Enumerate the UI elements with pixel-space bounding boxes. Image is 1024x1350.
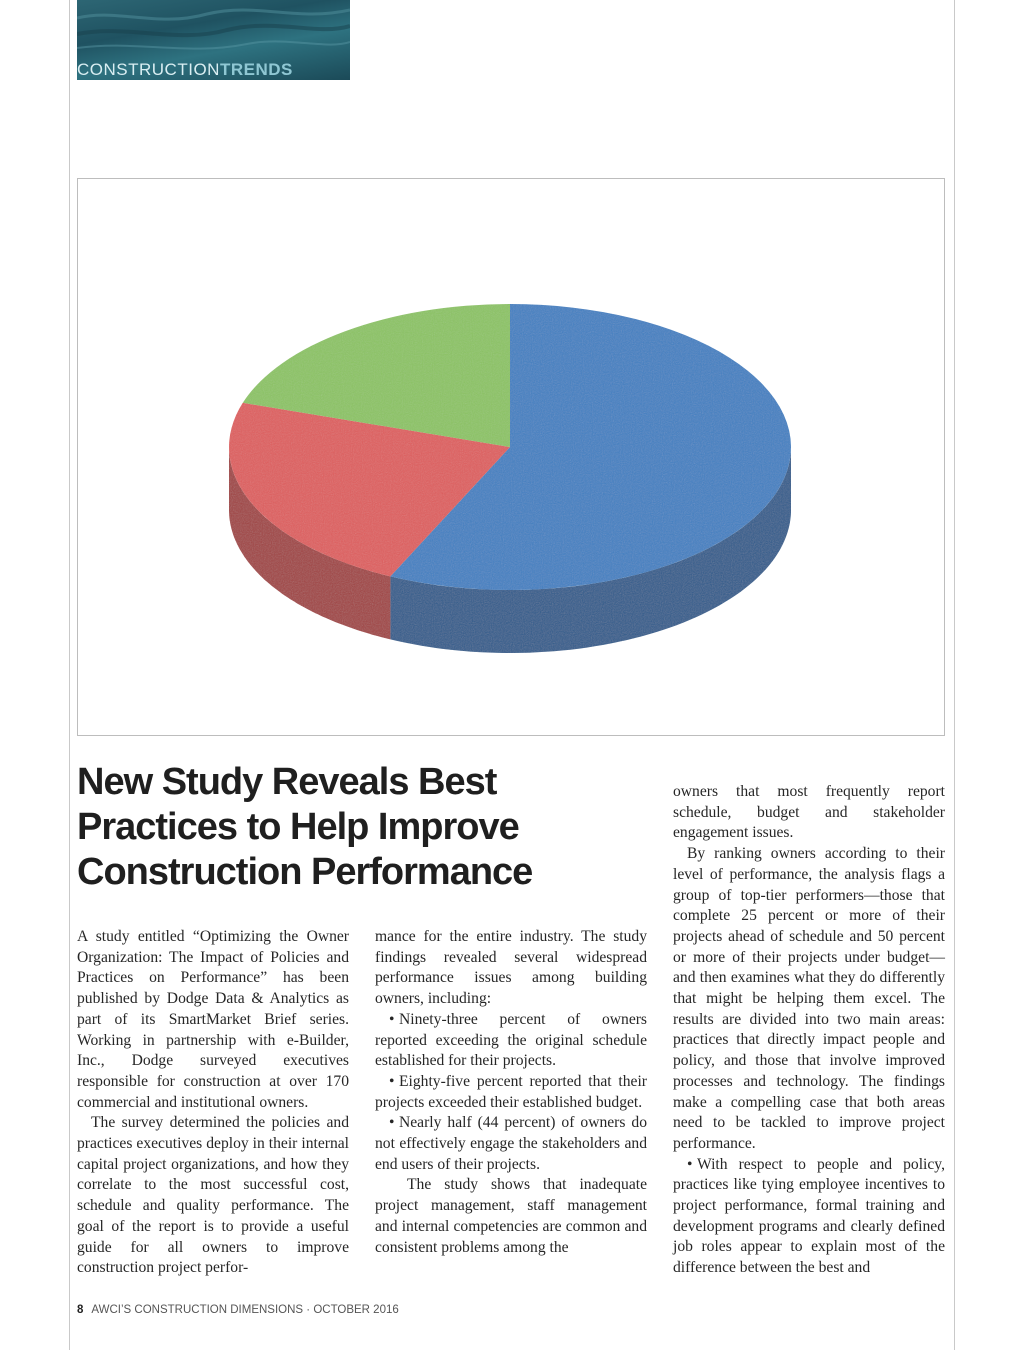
bullet-text: Eighty-five percent reported that their projects exceeded their established budget. [375,1072,647,1111]
bullet-text: Ninety-three percent of owners reported exceeding the original schedule established for their projects. [375,1010,647,1070]
paragraph: owners that most frequently report schedule, budget and stakeholder engagement issues. [673,783,945,842]
paragraph: By ranking owners according to their level of performance, the analysis flags a group of top-tier performers—those that complete 25 percent or more of their projects ahead of schedule and 50 percent or more of their projects under budget—and then examines what they do differently that might be helping them excel. The results are divided into two main areas: practices that directly impact people and policy, and those that involve improved processes and technology. The findings make a compelling case that both areas need to be tackled to improve project performance. [673,845,945,1152]
page-number: 8 [77,1304,84,1316]
paragraph: mance for the entire industry. The study findings revealed several widespread performance issues among building owners, including: [375,928,647,1008]
right-margin-rule [954,0,955,1350]
section-label-word1: CONSTRUCTION [77,60,220,79]
bullet-item [375,1010,647,1072]
section-label-word2: TRENDS [219,60,293,79]
bullet-item [673,1155,945,1279]
paragraph: The survey determined the policies and practices executives deploy in their internal capital project organizations, and how they correlate to the most successful cost, schedule and quality performance. The goal of the report is to provide a useful guide for all owners to improve construction project perfor- [77,1114,349,1277]
article-column-2 [375,927,647,1258]
left-margin-rule [69,0,70,1350]
bullet-text: Nearly half (44 percent) of owners do not effectively engage the stakeholders and end users of their projects. [375,1114,647,1173]
bullet-text: With respect to people and policy, practices like tying employee incentives to project performance, formal training and development programs and clearly defined job roles appear to explain most of the difference between the best and [673,1155,945,1277]
section-label [77,60,293,80]
bullet-icon: • [389,1010,395,1028]
article-headline: New Study Reveals Best Practices to Help Improve Construction Performance [77,761,533,893]
bullet-icon: • [687,1155,693,1173]
section-masthead [77,0,350,80]
article-column-1 [77,927,349,1279]
pie-chart-figure [77,178,945,736]
publication-line: AWCI’S CONSTRUCTION DIMENSIONS · OCTOBER 2016 [91,1304,399,1316]
paragraph: A study entitled “Optimizing the Owner Organization: The Impact of Policies and Practices on Performance” has been published by Dodge Data & Analytics as part of its SmartMarket Brief series. Working in partnership with e-Builder, Inc., Dodge surveyed executives responsible for construction at over 170 commercial and institutional owners. [77,928,349,1111]
pie-chart [78,179,944,735]
paragraph: The study shows that inadequate project management, staff management and internal competencies are common and consistent problems among the [375,1176,647,1256]
bullet-item [375,1072,647,1113]
bullet-icon: • [389,1114,395,1132]
page-footer [77,1300,399,1320]
article-column-3 [673,782,945,1279]
bullet-icon: • [389,1072,395,1090]
bullet-item [375,1113,647,1175]
